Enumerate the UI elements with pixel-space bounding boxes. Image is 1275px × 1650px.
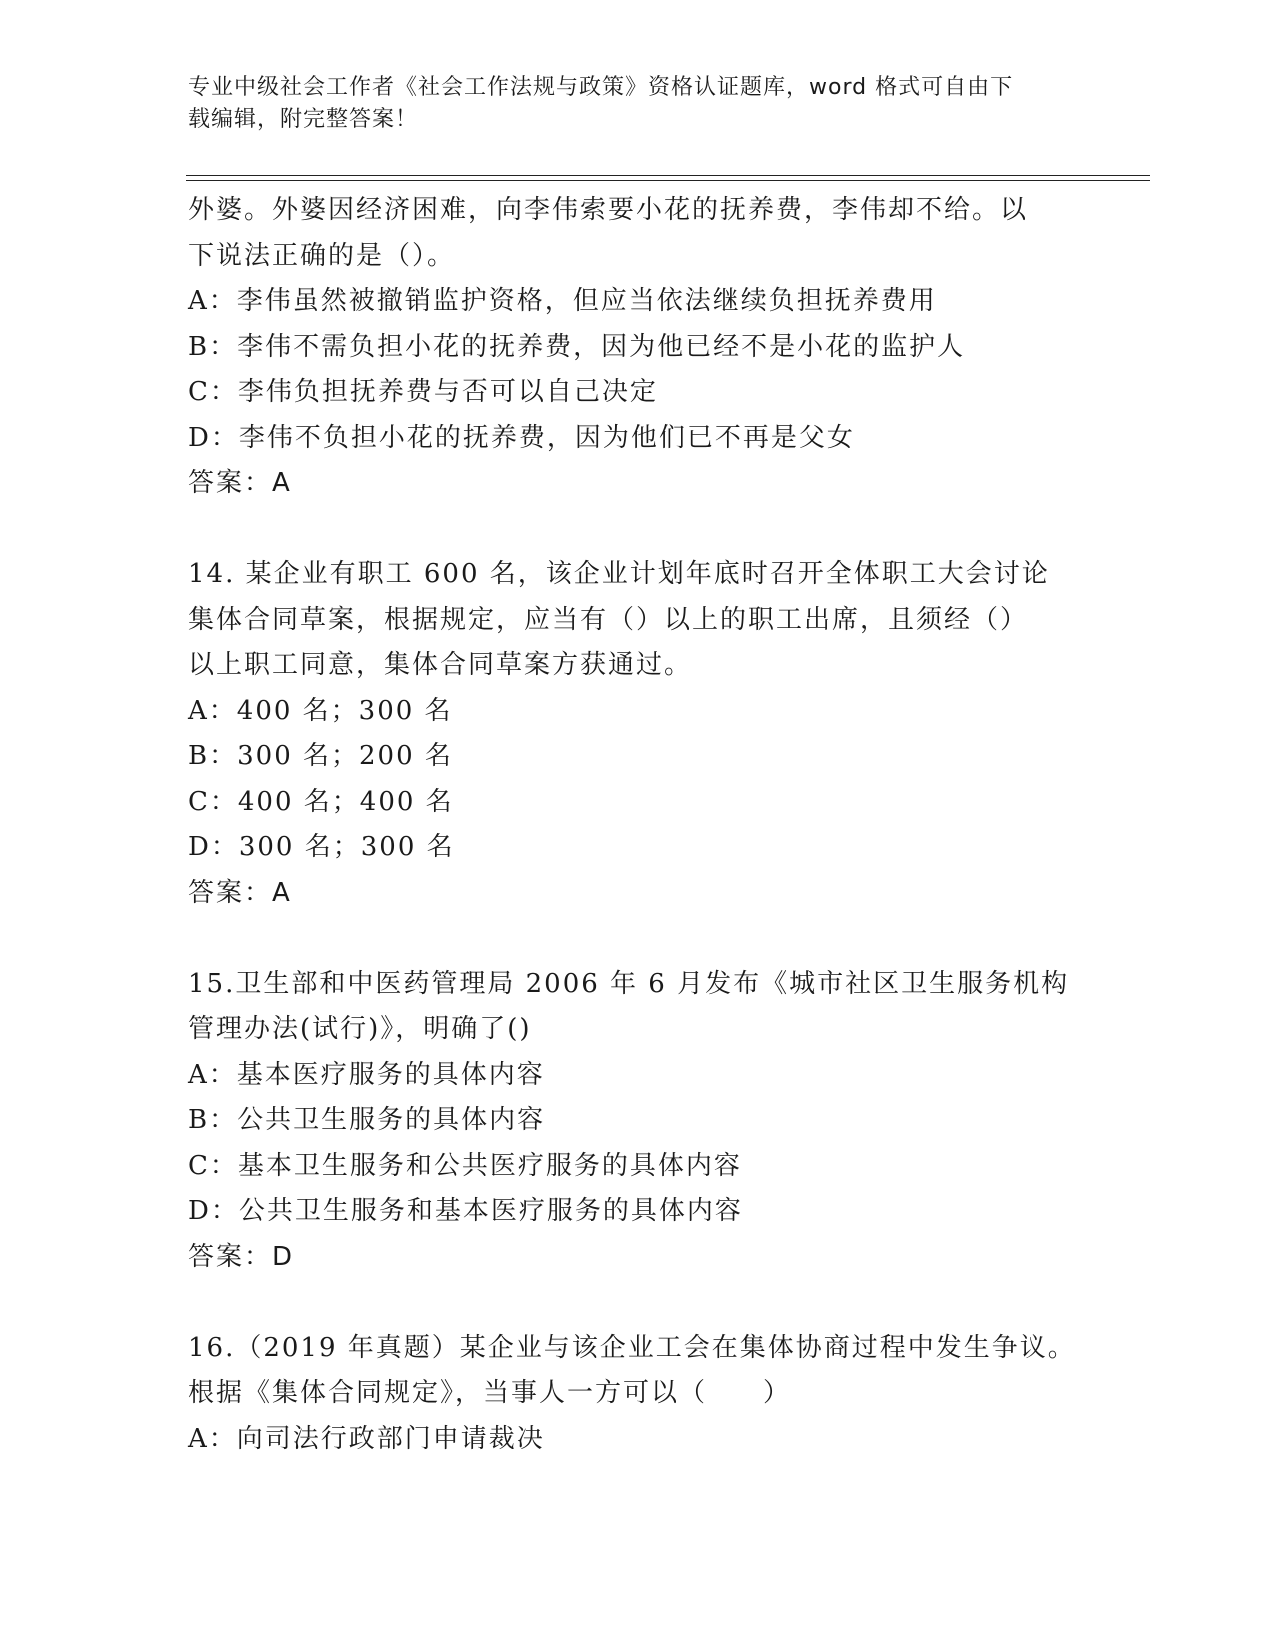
question-16 (188, 1326, 1088, 1463)
question-stem-line: 集体合同草案，根据规定，应当有（）以上的职工出席，且须经（） (188, 604, 1029, 635)
option-b: B：公共卫生服务的具体内容 (188, 1105, 546, 1135)
option-a: A：400 名；300 名 (188, 695, 453, 726)
question-stem-line: 外婆。外婆因经济困难，向李伟索要小花的抚养费，李伟却不给。以 (188, 195, 1029, 225)
question-stem-line: 15.卫生部和中医药管理局 2006 年 6 月发布《城市社区卫生服务机构 (188, 968, 1070, 999)
header-title-line-1: 专业中级社会工作者《社会工作法规与政策》资格认证题库，word 格式可自由下 (188, 75, 1014, 100)
answer-line: 答案：D (188, 1241, 295, 1272)
option-b: B：300 名；200 名 (188, 741, 453, 771)
spacer (188, 916, 1088, 962)
spacer (188, 1280, 1088, 1326)
question-stem-line: 根据《集体合同规定》，当事人一方可以（ ） (188, 1378, 792, 1408)
header-title-line-2: 载编辑，附完整答案！ (188, 107, 419, 132)
option-a: A：向司法行政部门申请裁决 (188, 1423, 545, 1454)
option-c: C：李伟负担抚养费与否可以自己决定 (188, 377, 658, 407)
option-c: C：400 名；400 名 (188, 786, 454, 817)
question-15 (188, 962, 1088, 1281)
option-a: A：李伟虽然被撤销监护资格，但应当依法继续负担抚养费用 (188, 286, 937, 316)
answer-line: 答案：A (188, 877, 292, 908)
option-d: D：李伟不负担小花的抚养费，因为他们已不再是父女 (188, 422, 855, 453)
question-list (188, 188, 1088, 1462)
question-stem-line: 14. 某企业有职工 600 名，该企业计划年底时召开全体职工大会讨论 (188, 559, 1050, 589)
answer-line: 答案：A (188, 468, 292, 498)
question-14 (188, 552, 1088, 916)
question-stem-line: 下说法正确的是（）。 (188, 240, 456, 271)
header-divider (186, 175, 1150, 181)
question-stem-line: 管理办法(试行)》，明确了() (188, 1014, 532, 1044)
option-c: C：基本卫生服务和公共医疗服务的具体内容 (188, 1150, 742, 1181)
question-stem-line: 16.（2019 年真题）某企业与该企业工会在集体协商过程中发生争议。 (188, 1332, 1076, 1363)
option-d: D：公共卫生服务和基本医疗服务的具体内容 (188, 1196, 743, 1226)
question-13 (188, 188, 1088, 507)
spacer (188, 507, 1088, 553)
option-a: A：基本医疗服务的具体内容 (188, 1059, 545, 1090)
document-header (188, 72, 1068, 136)
option-d: D：300 名；300 名 (188, 832, 455, 862)
option-b: B：李伟不需负担小花的抚养费，因为他已经不是小花的监护人 (188, 331, 966, 362)
question-stem-line: 以上职工同意，集体合同草案方获通过。 (188, 650, 693, 680)
